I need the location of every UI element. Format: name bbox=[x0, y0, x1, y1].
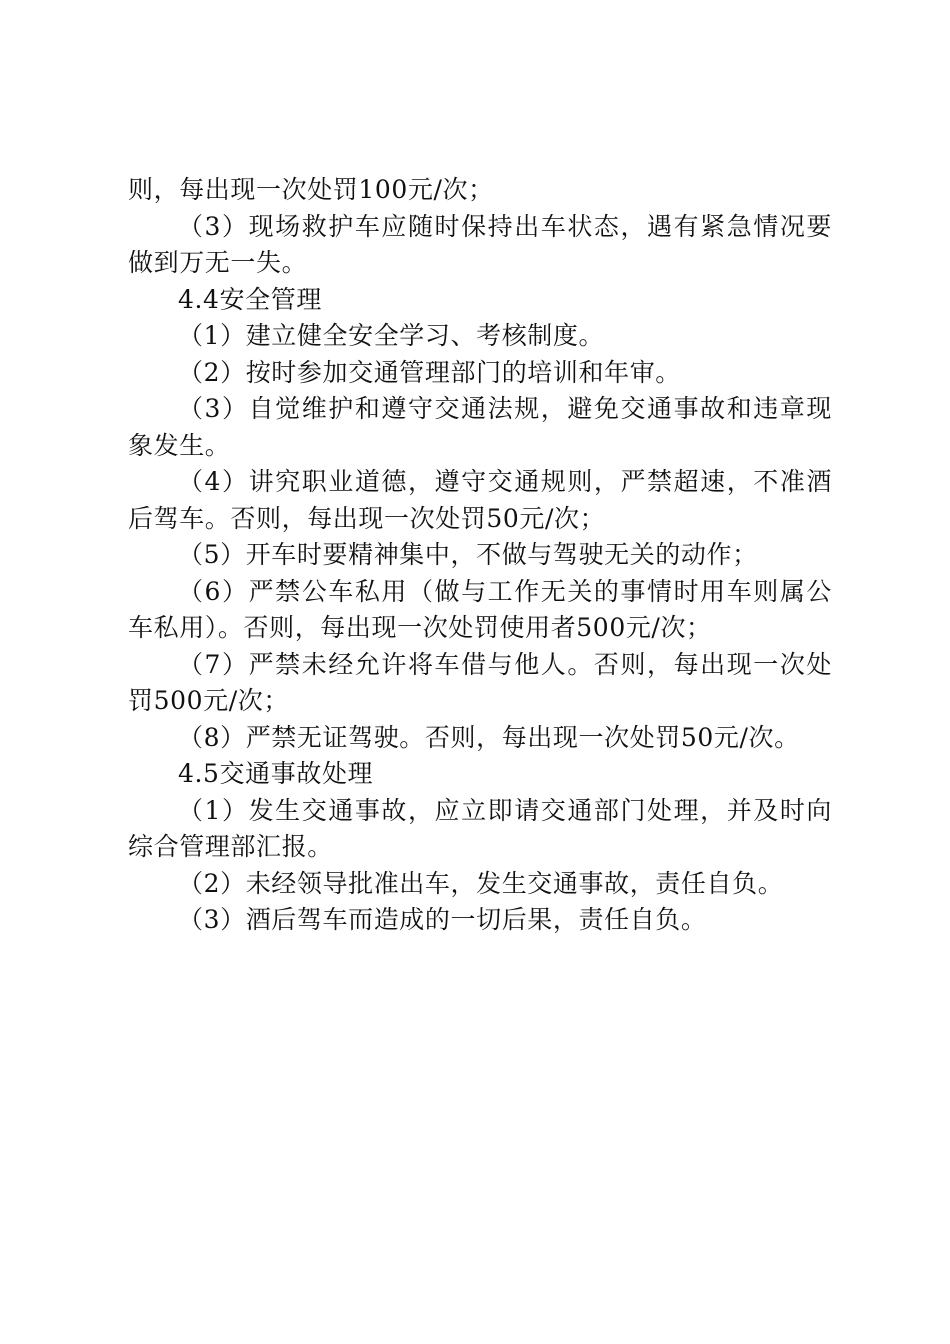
paragraph-safety-item-6: （6）严禁公车私用（做与工作无关的事情时用车则属公车私用）。否则，每出现一次处罚使用者500元/次； bbox=[128, 576, 832, 642]
paragraph-penalty-continuation: 则，每出现一次处罚100元/次； bbox=[128, 175, 494, 204]
paragraph-ambulance-ready: （3）现场救护车应随时保持出车状态，遇有紧急情况要做到万无一失。 bbox=[128, 211, 832, 277]
document-body bbox=[128, 172, 832, 939]
paragraph-safety-item-2: （2）按时参加交通管理部门的培训和年审。 bbox=[178, 357, 681, 387]
paragraph-accident-item-2: （2）未经领导批准出车，发生交通事故，责任自负。 bbox=[178, 868, 784, 898]
paragraph-safety-item-1: （1）建立健全安全学习、考核制度。 bbox=[178, 321, 605, 350]
section-heading-safety-management: 4.4安全管理 bbox=[178, 284, 322, 314]
section-heading-accident-handling: 4.5交通事故处理 bbox=[178, 759, 374, 788]
paragraph-safety-item-7: （7）严禁未经允许将车借与他人。否则，每出现一次处罚500元/次； bbox=[128, 649, 832, 715]
paragraph-safety-item-5: （5）开车时要精神集中，不做与驾驶无关的动作； bbox=[178, 540, 758, 569]
paragraph-safety-item-8: （8）严禁无证驾驶。否则，每出现一次处罚50元/次。 bbox=[178, 722, 800, 752]
paragraph-accident-item-3: （3）酒后驾车而造成的一切后果，责任自负。 bbox=[178, 905, 707, 934]
paragraph-safety-item-3: （3）自觉维护和遵守交通法规，避免交通事故和违章现象发生。 bbox=[128, 394, 832, 460]
paragraph-safety-item-4: （4）讲究职业道德，遵守交通规则，严禁超速，不准酒后驾车。否则，每出现一次处罚50元/次； bbox=[128, 467, 832, 533]
paragraph-accident-item-1: （1）发生交通事故，应立即请交通部门处理，并及时向综合管理部汇报。 bbox=[128, 795, 832, 861]
